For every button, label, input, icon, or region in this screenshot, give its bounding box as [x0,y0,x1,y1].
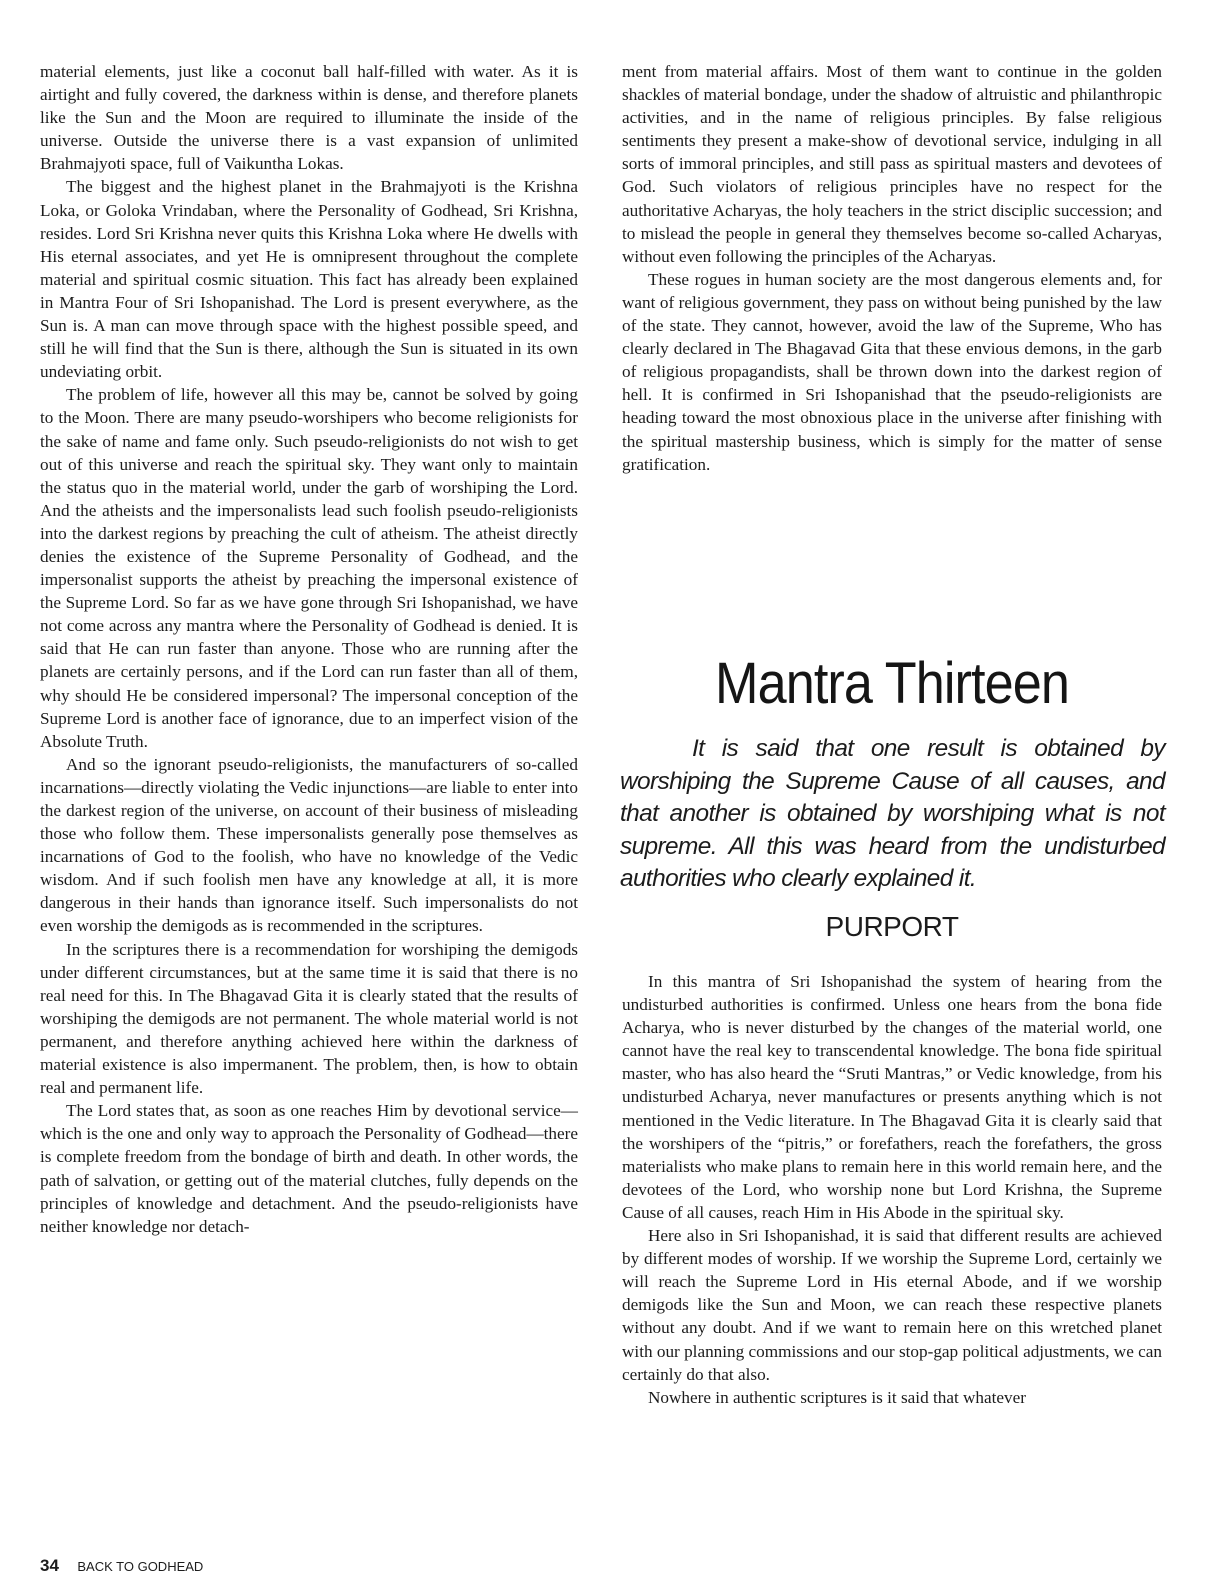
paragraph: The Lord states that, as soon as one reaches Him by devotional service—which is the one and only way to approach the Personality of Godhead—there is complete freedom from the bondage of birth and death. In other words, the path of salvation, or getting out of the material clutches, fully depends on the principles of knowledge and detachment. And the pseudo-religionists have neither knowledge nor detach- [40,1101,578,1236]
paragraph: In the scriptures there is a recommendation for worshiping the demigods under different circumstances, but at the same time it is said that there is no real need for this. In The Bhagavad Gita it is clearly stated that the results of worshiping the demigods are not permanent. The whole material world is not permanent, and therefore anything achieved here within the darkness of material existence is also impermanent. The problem, then, is how to obtain real and permanent life. [40,939,578,1098]
purport-heading: PURPORT [825,911,959,942]
paragraph: And so the ignorant pseudo-religionists, the manufacturers of so-called incarnations—directly violating the Vedic injunctions—are liable to enter into the darkest region of the universe, on account of their business of misleading those who follow them. These impersonalists generally pose themselves as incarnations of God to the foolish, who have no knowledge of the Vedic wisdom. And if such foolish men have any knowledge at all, it is more dangerous in their hands than ignorance itself. Such impersonalists do not even worship the demigods as is recommended in the scriptures. [40,754,578,936]
paragraph: ment from material affairs. Most of them want to continue in the golden shackles of material bondage, under the shadow of altruistic and philanthropic activities, and in the name of religious principles. By false religious sentiments they present a make-show of devotional service, indulging in all sorts of immoral principles, and still pass as spiritual masters and devotees of God. Such violators of religious principles have no respect for the authoritative Acharyas, the holy teachers in the strict disciplic succession; and to mislead the people in general they themselves become so-called Acharyas, without even following the principles of the Acharyas. [622,62,1162,266]
right-column-top [622,60,1162,476]
left-column [40,60,578,1238]
paragraph: In this mantra of Sri Ishopanishad the system of hearing from the undisturbed authorities is confirmed. Unless one hears from the bona fide Acharya, who is never disturbed by the changes of the material world, one cannot have the real key to transcendental knowledge. The bona fide spiritual master, who has also heard the “Sruti Mantras,” or Vedic knowledge, from his undisturbed Acharya, never manufactures or presents anything which is not mentioned in the Vedic literature. In The Bhagavad Gita it is clearly said that the worshipers of the “pitris,” or forefathers, reach the forefathers, the gross materialists who make plans to remain here in this world remain here, and the devotees of the Lord, who worship none but Lord Krishna, the Supreme Cause of all causes, reach Him in His Abode in the spiritual sky. [622,972,1162,1222]
mantra-title: Mantra Thirteen [714,651,1070,716]
paragraph: These rogues in human society are the most dangerous elements and, for want of religious government, they pass on without being punished by the law of the state. They cannot, however, avoid the law of the Supreme, Who has clearly declared in The Bhagavad Gita that these envious demons, in the garb of religious propagandists, shall be thrown down into the darkest region of hell. It is confirmed in Sri Ishopanishad that the pseudo-religionists are heading toward the most obnoxious place in the universe after finishing with the spiritual mastership business, which is simply for the matter of sense gratification. [622,269,1162,474]
page-footer [40,1556,203,1576]
paragraph: material elements, just like a coconut ball half-filled with water. As it is airtight and fully covered, the darkness within is dense, and therefore planets like the Sun and the Moon are required to illuminate the inside of the universe. Outside the universe there is a vast expansion of unlimited Brahmajyoti space, full of Vaikuntha Lokas. [40,62,578,174]
page-number: 34 [40,1556,59,1575]
verse-text: It is said that one result is obtained by worshiping the Supreme Cause of all causes, and that another is obtained by worshiping what is not supreme. All this was heard from the undisturbed authorities who clearly explained it. [620,735,1165,892]
paragraph: Nowhere in authentic scriptures is it said that whatever [648,1387,1027,1407]
paragraph: The biggest and the highest planet in the Brahmajyoti is the Krishna Loka, or Goloka Vrindaban, where the Personality of Godhead, Sri Krishna, resides. Lord Sri Krishna never quits this Krishna Loka where He dwells with His eternal associates, and yet He is omnipresent throughout the complete material and spiritual cosmic situation. This fact has already been explained in Mantra Four of Sri Ishopanishad. The Lord is present everywhere, as the Sun is. A man can move through space with the highest possible speed, and still he will find that the Sun is there, although the Sun is situated in its own undeviating orbit. [40,177,578,382]
right-column-bottom [622,970,1162,1409]
paragraph: The problem of life, however all this may be, cannot be solved by going to the Moon. There are many pseudo-worshipers who become religionists for the sake of name and fame only. Such pseudo-religionists do not wish to get out of this universe and reach the spiritual sky. They want only to maintain the status quo in the material world, under the garb of worshiping the Lord. And the atheists and the impersonalists lead such foolish pseudo-religionists into the darkest regions by preaching the cult of atheism. The atheist directly denies the existence of the Supreme Personality of Godhead, and the impersonalist supports the atheist by preaching the impersonal existence of the Supreme Lord. So far as we have gone through Sri Ishopanishad, we have not come across any mantra where the Personality of Godhead is denied. It is said that He can run faster than anyone. Those who are running after the planets are certainly persons, and if the Lord can run faster than all of them, why should He be considered impersonal? The impersonal conception of the Supreme Lord is another face of ignorance, due to an imperfect vision of the Absolute Truth. [40,385,578,751]
verse-block [620,733,1165,896]
running-title: BACK TO GODHEAD [77,1559,204,1574]
paragraph: Here also in Sri Ishopanishad, it is said that different results are achieved by different modes of worship. If we worship the Supreme Lord, certainly we will reach the Supreme Lord in His eternal Abode, and if we worship demigods like the Sun and Moon, we can reach these respective planets without any doubt. And if we want to remain here on this wretched planet with our planning commissions and our stop-gap political adjustments, we can certainly do that also. [622,1226,1162,1384]
